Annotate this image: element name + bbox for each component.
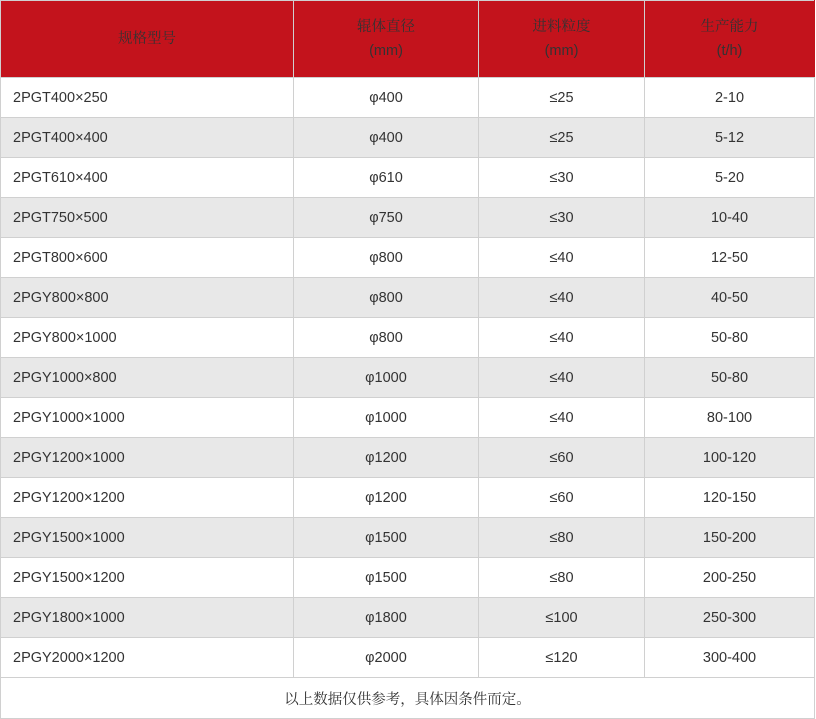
table-row [1,638,815,678]
table-header [1,1,815,78]
table-row [1,558,815,598]
column-header-roller-diameter [294,1,479,78]
cell-model: 2PGY1500×1200 [1,558,294,598]
cell-model: 2PGY2000×1200 [1,638,294,678]
cell-diameter: φ800 [294,238,479,278]
cell-diameter: φ750 [294,198,479,238]
cell-model: 2PGY1000×1000 [1,398,294,438]
cell-capacity: 80-100 [645,398,815,438]
table-row [1,518,815,558]
table-row [1,238,815,278]
cell-diameter: φ610 [294,158,479,198]
cell-diameter: φ1000 [294,358,479,398]
column-header-feed-size [479,1,645,78]
cell-feed: ≤40 [479,358,645,398]
column-header-capacity-line1: 生产能力 [700,19,759,35]
cell-capacity: 5-12 [645,118,815,158]
cell-feed: ≤80 [479,518,645,558]
table-body [1,78,815,678]
cell-feed: ≤80 [479,558,645,598]
cell-feed: ≤30 [479,158,645,198]
cell-capacity: 250-300 [645,598,815,638]
cell-capacity: 40-50 [645,278,815,318]
table-row [1,198,815,238]
cell-model: 2PGT400×250 [1,78,294,118]
table-row [1,438,815,478]
cell-diameter: φ1200 [294,478,479,518]
cell-model: 2PGT400×400 [1,118,294,158]
cell-diameter: φ800 [294,318,479,358]
cell-feed: ≤25 [479,78,645,118]
cell-diameter: φ400 [294,78,479,118]
cell-feed: ≤120 [479,638,645,678]
cell-diameter: φ1500 [294,558,479,598]
table-footer [1,678,815,719]
cell-model: 2PGY1200×1200 [1,478,294,518]
cell-capacity: 150-200 [645,518,815,558]
table-row [1,358,815,398]
table-row [1,78,815,118]
footnote: 以上数据仅供参考，具体因条件而定。 [1,678,815,719]
cell-feed: ≤40 [479,278,645,318]
cell-feed: ≤100 [479,598,645,638]
cell-capacity: 200-250 [645,558,815,598]
cell-capacity: 300-400 [645,638,815,678]
cell-model: 2PGY800×1000 [1,318,294,358]
cell-model: 2PGT750×500 [1,198,294,238]
cell-model: 2PGT800×600 [1,238,294,278]
cell-feed: ≤25 [479,118,645,158]
table-row [1,118,815,158]
column-header-feed-size-unit: (mm) [544,43,579,59]
table-row [1,478,815,518]
column-header-capacity-unit: (t/h) [716,43,743,59]
cell-diameter: φ400 [294,118,479,158]
cell-diameter: φ1500 [294,518,479,558]
cell-diameter: φ2000 [294,638,479,678]
column-header-roller-diameter-unit: (mm) [369,43,403,59]
column-header-model [1,1,294,78]
cell-feed: ≤30 [479,198,645,238]
cell-capacity: 120-150 [645,478,815,518]
cell-diameter: φ1800 [294,598,479,638]
cell-feed: ≤40 [479,238,645,278]
cell-diameter: φ800 [294,278,479,318]
cell-feed: ≤60 [479,478,645,518]
table-row [1,158,815,198]
cell-capacity: 50-80 [645,358,815,398]
cell-diameter: φ1000 [294,398,479,438]
table-footer-row [1,678,815,719]
cell-model: 2PGY1800×1000 [1,598,294,638]
table-row [1,398,815,438]
column-header-roller-diameter-line1: 辊体直径 [357,19,415,35]
table-header-row [1,1,815,78]
table-row [1,598,815,638]
cell-model: 2PGY1500×1000 [1,518,294,558]
cell-capacity: 10-40 [645,198,815,238]
table-row [1,278,815,318]
cell-feed: ≤40 [479,398,645,438]
cell-model: 2PGY1200×1000 [1,438,294,478]
cell-feed: ≤40 [479,318,645,358]
cell-capacity: 100-120 [645,438,815,478]
cell-model: 2PGY1000×800 [1,358,294,398]
cell-model: 2PGT610×400 [1,158,294,198]
column-header-model-line1: 规格型号 [118,31,176,47]
column-header-feed-size-line1: 进料粒度 [532,19,591,35]
cell-capacity: 50-80 [645,318,815,358]
column-header-capacity [645,1,815,78]
cell-capacity: 12-50 [645,238,815,278]
table-row [1,318,815,358]
cell-model: 2PGY800×800 [1,278,294,318]
cell-diameter: φ1200 [294,438,479,478]
cell-capacity: 5-20 [645,158,815,198]
cell-feed: ≤60 [479,438,645,478]
cell-capacity: 2-10 [645,78,815,118]
